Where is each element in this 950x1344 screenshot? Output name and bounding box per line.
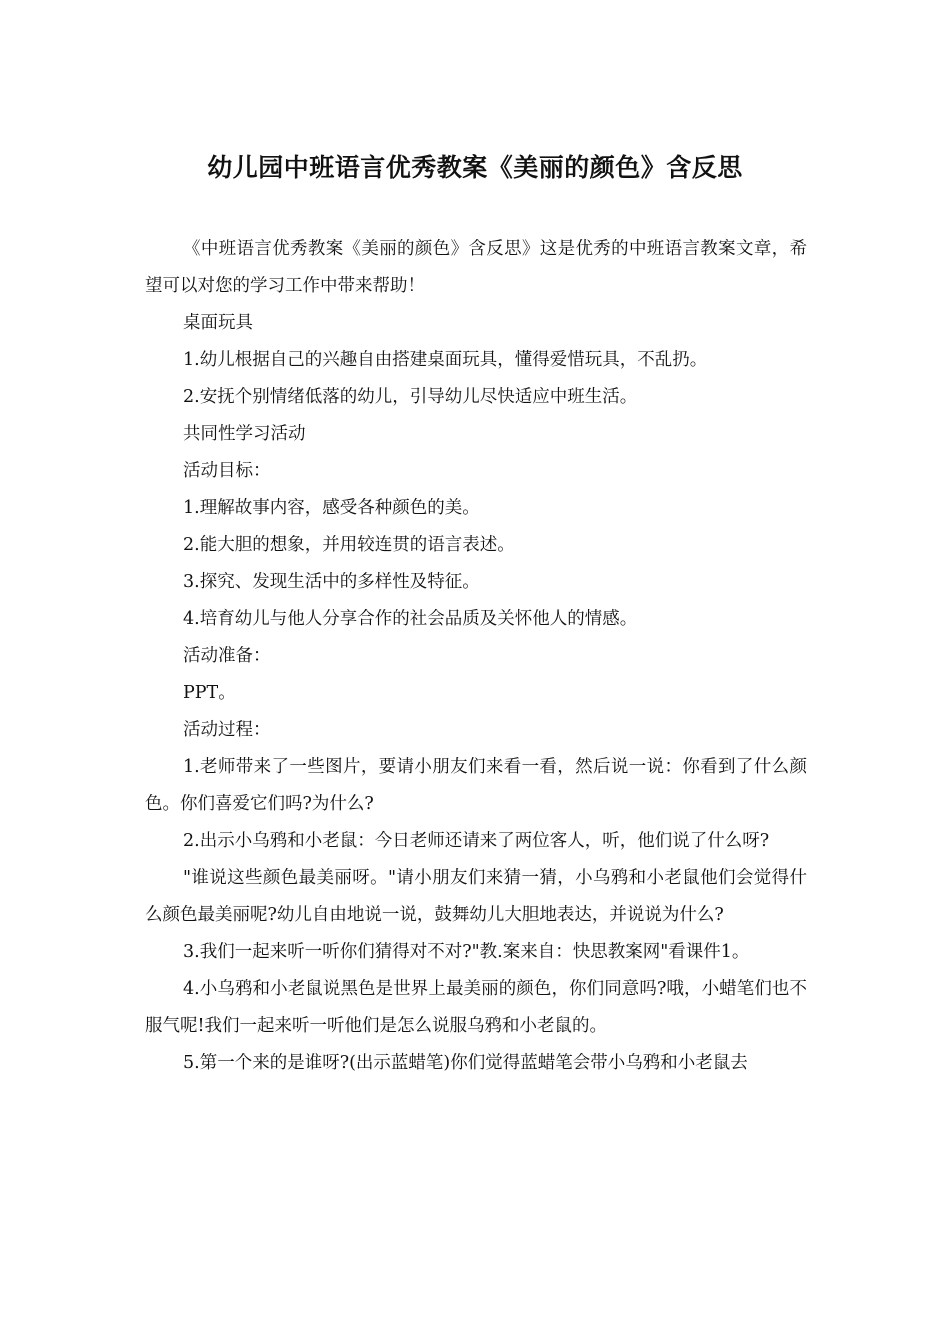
- paragraph: 《中班语言优秀教案《美丽的颜色》含反思》这是优秀的中班语言教案文章，希望可以对您的学习工作中带来帮助！: [145, 239, 807, 296]
- paragraph: 2.安抚个别情绪低落的幼儿，引导幼儿尽快适应中班生活。: [183, 387, 638, 407]
- paragraph: 活动目标：: [183, 461, 271, 481]
- paragraph: 2.能大胆的想象，并用较连贯的语言表述。: [183, 535, 515, 555]
- paragraph: 2.出示小乌鸦和小老鼠：今日老师还请来了两位客人，听，他们说了什么呀?: [183, 831, 770, 851]
- paragraph: 共同性学习活动: [183, 424, 306, 444]
- paragraph: 1.理解故事内容，感受各种颜色的美。: [183, 498, 480, 518]
- paragraph: PPT。: [183, 683, 236, 703]
- paragraph: 桌面玩具: [183, 313, 253, 333]
- document-title: 幼儿园中班语言优秀教案《美丽的颜色》含反思: [207, 153, 743, 182]
- paragraph: 4.小乌鸦和小老鼠说黑色是世界上最美丽的颜色，你们同意吗?哦，小蜡笔们也不服气呢!我们一起来听一听他们是怎么说服乌鸦和小老鼠的。: [145, 979, 807, 1036]
- paragraph: 5.第一个来的是谁呀?(出示蓝蜡笔)你们觉得蓝蜡笔会带小乌鸦和小老鼠去: [183, 1053, 748, 1073]
- paragraph: 1.幼儿根据自己的兴趣自由搭建桌面玩具，懂得爱惜玩具，不乱扔。: [183, 350, 708, 370]
- paragraph: 1.老师带来了一些图片，要请小朋友们来看一看，然后说一说：你看到了什么颜色。你们喜爱它们吗?为什么?: [145, 757, 807, 814]
- paragraph: 4.培育幼儿与他人分享合作的社会品质及关怀他人的情感。: [183, 609, 638, 629]
- paragraph: 活动准备：: [183, 646, 271, 666]
- document-body: [145, 231, 807, 1082]
- paragraph: 活动过程：: [183, 720, 271, 740]
- paragraph: 3.我们一起来听一听你们猜得对不对?"教.案来自：快思教案网"看课件1。: [183, 942, 750, 962]
- paragraph: 3.探究、发现生活中的多样性及特征。: [183, 572, 480, 592]
- paragraph: "谁说这些颜色最美丽呀。"请小朋友们来猜一猜，小乌鸦和小老鼠他们会觉得什么颜色最美丽呢?幼儿自由地说一说，鼓舞幼儿大胆地表达，并说说为什么?: [145, 868, 807, 925]
